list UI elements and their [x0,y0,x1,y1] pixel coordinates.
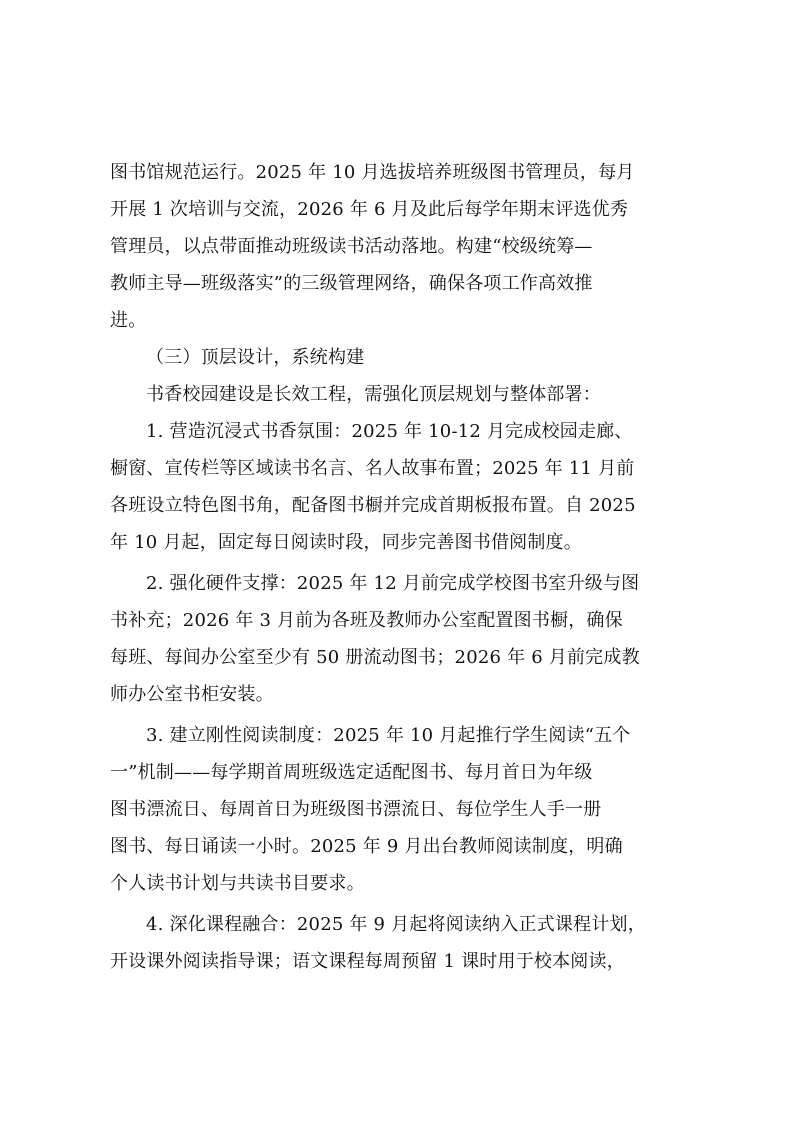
text-line-1: 图书馆规范运行。2025 年 10 月选拔培养班级图书管理员，每月 [110,162,635,183]
item-2-line-2: 书补充；2026 年 3 月前为各班及教师办公室配置图书橱，确保 [110,610,623,631]
text-line-5: 进。 [110,310,147,331]
item-3-line-3: 图书漂流日、每周首日为班级图书漂流日、每位学生人手一册 [110,799,602,820]
item-3-line-1: 3. 建立刚性阅读制度：2025 年 10 月起推行学生阅读“五个 [146,725,631,746]
item-4-line-2: 开设课外阅读指导课；语文课程每周预留 1 课时用于校本阅读， [110,951,625,972]
text-line-4: 教师主导—班级落实”的三级管理网络，确保各项工作高效推 [110,273,593,294]
item-1-line-4: 年 10 月起，固定每日阅读时段，同步完善图书借阅制度。 [110,532,582,553]
item-2-line-4: 师办公室书柜安装。 [110,684,274,705]
text-line-3: 管理员，以点带面推动班级读书活动落地。构建“校级统筹— [110,236,593,257]
intro-paragraph: 书香校园建设是长效工程，需强化顶层规划与整体部署： [146,384,601,405]
item-3-line-2: 一”机制——每学期首周班级选定适配图书、每月首日为年级 [110,762,593,783]
item-1-line-1: 1. 营造沉浸式书香氛围：2025 年 10-12 月完成校园走廊、 [146,421,633,442]
item-1-line-3: 各班设立特色图书角，配备图书橱并完成首期板报布置。自 2025 [110,495,636,516]
text-line-2: 开展 1 次培训与交流，2026 年 6 月及此后每学年期末评选优秀 [110,199,629,220]
item-4-line-1: 4. 深化课程融合：2025 年 9 月起将阅读纳入正式课程计划， [146,914,646,935]
item-2-line-1: 2. 强化硬件支撑：2025 年 12 月前完成学校图书室升级与图 [146,573,640,594]
item-2-line-3: 每班、每间办公室至少有 50 册流动图书；2026 年 6 月前完成教 [110,647,640,668]
section-heading: （三）顶层设计，系统构建 [146,347,365,368]
item-3-line-5: 个人读书计划与共读书目要求。 [110,873,365,894]
item-3-line-4: 图书、每日诵读一小时。2025 年 9 月出台教师阅读制度，明确 [110,836,623,857]
item-1-line-2: 橱窗、宣传栏等区域读书名言、名人故事布置；2025 年 11 月前 [110,458,635,479]
